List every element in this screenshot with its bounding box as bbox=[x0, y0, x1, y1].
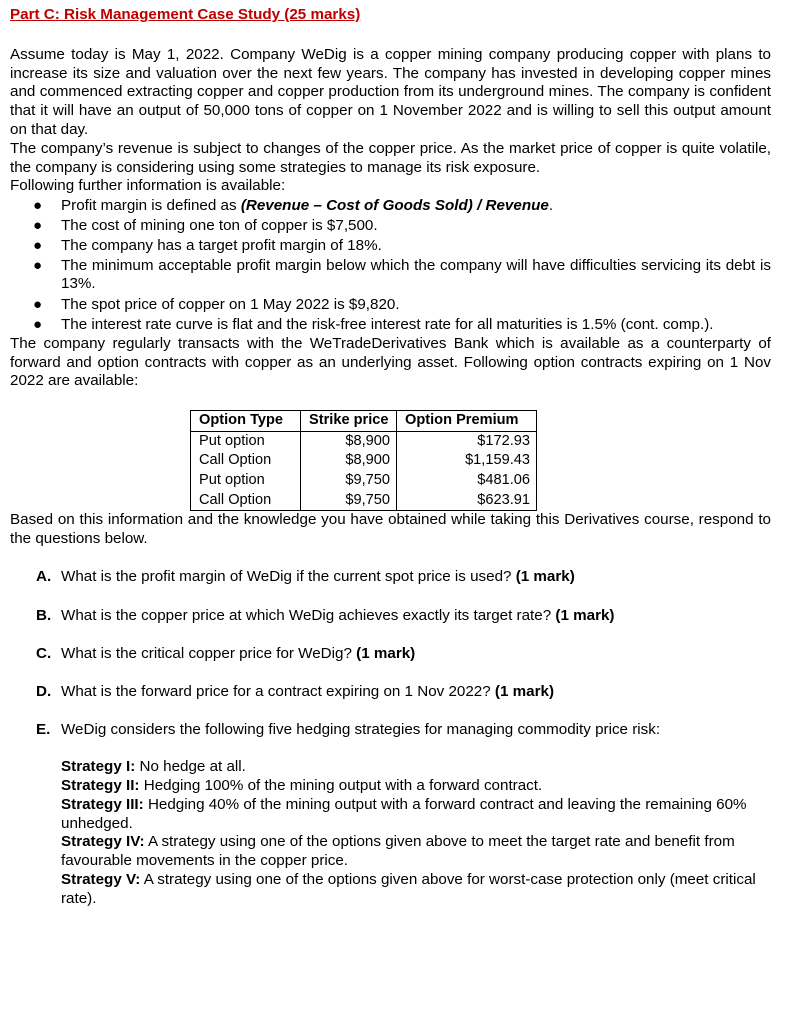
question-marks: (1 mark) bbox=[555, 606, 615, 624]
bullet-text: . bbox=[548, 197, 554, 215]
bullet-dot-icon: ● bbox=[33, 296, 43, 314]
question-text: What is the copper price at which WeDig achieves exactly its target rate? bbox=[61, 606, 556, 624]
strategy-list bbox=[61, 758, 771, 908]
strategy-label: Strategy I: bbox=[61, 758, 136, 776]
question-text: WeDig considers the following five hedging strategies for managing commodity price risk: bbox=[61, 721, 661, 739]
option-contracts-table bbox=[190, 410, 537, 511]
bullet-profit-margin bbox=[10, 197, 771, 216]
cell-strike-price: $9,750 bbox=[301, 491, 397, 511]
header-strike-price: Strike price bbox=[301, 411, 397, 432]
strategy-text: Hedging 100% of the mining output with a forward contract. bbox=[139, 776, 543, 794]
strategy-text: Hedging 40% of the mining output with a forward contract and leaving the remaining 60% unhedged. bbox=[61, 795, 747, 832]
question-e bbox=[10, 721, 771, 740]
bullet-dot-icon: ● bbox=[33, 315, 43, 333]
question-text: What is the profit margin of WeDig if the current spot price is used? bbox=[61, 568, 516, 586]
cell-option-premium: $481.06 bbox=[397, 471, 537, 491]
cell-option-premium: $623.91 bbox=[397, 491, 537, 511]
bullet-spot-price bbox=[10, 296, 771, 315]
question-label: C. bbox=[36, 644, 52, 662]
strategy-label: Strategy IV: bbox=[61, 833, 145, 851]
bullet-text: Profit margin is defined as bbox=[61, 197, 241, 215]
cell-strike-price: $9,750 bbox=[301, 471, 397, 491]
intro-paragraph-1: Assume today is May 1, 2022. Company WeDig is a copper mining company producing copper with plans to increase its size and valuation over the next few years. The company has invested in developing copper mines and commenced extracting copper and copper production from its underground mines. The company is confident that it will have an output of 50,000 tons of copper on 1 November 2022 and is willing to sell this output amount on that day. bbox=[10, 45, 771, 138]
question-marks: (1 mark) bbox=[356, 644, 416, 662]
bullet-text: The interest rate curve is flat and the risk-free interest rate for all maturities is 1.5% (cont. comp.). bbox=[61, 315, 714, 333]
header-option-premium: Option Premium bbox=[397, 411, 537, 432]
strategy-4 bbox=[61, 833, 771, 871]
cell-option-type: Put option bbox=[191, 471, 301, 491]
bullet-minimum-margin bbox=[10, 257, 771, 295]
strategy-2 bbox=[61, 777, 771, 796]
based-paragraph: Based on this information and the knowledge you have obtained while taking this Derivatives course, respond to the questions below. bbox=[10, 511, 771, 547]
question-marks: (1 mark) bbox=[494, 683, 554, 701]
info-bullet-list bbox=[10, 197, 771, 335]
table-row bbox=[191, 471, 537, 491]
bullet-text: The spot price of copper on 1 May 2022 is $9,820. bbox=[61, 296, 400, 314]
header-option-type: Option Type bbox=[191, 411, 301, 432]
bullet-dot-icon: ● bbox=[33, 236, 43, 254]
question-marks: (1 mark) bbox=[515, 568, 575, 586]
table-row bbox=[191, 491, 537, 511]
bullet-dot-icon: ● bbox=[33, 197, 43, 215]
bullet-interest-rate bbox=[10, 316, 771, 335]
cell-option-type: Put option bbox=[191, 431, 301, 451]
strategy-text: A strategy using one of the options given above to meet the target rate and benefit from favourable movements in the copper price. bbox=[61, 833, 735, 870]
bullet-mining-cost bbox=[10, 217, 771, 236]
strategy-label: Strategy V: bbox=[61, 870, 141, 888]
cell-option-type: Call Option bbox=[191, 491, 301, 511]
strategy-label: Strategy II: bbox=[61, 776, 140, 794]
bullet-dot-icon: ● bbox=[33, 216, 43, 234]
cell-strike-price: $8,900 bbox=[301, 431, 397, 451]
bullet-target-margin bbox=[10, 237, 771, 256]
question-d bbox=[10, 683, 771, 702]
bullet-text: The minimum acceptable profit margin below which the company will have difficulties servicing its debt is 13%. bbox=[61, 256, 771, 293]
profit-margin-formula: (Revenue – Cost of Goods Sold) / Revenue bbox=[240, 197, 549, 215]
bullet-text: The company has a target profit margin of 18%. bbox=[61, 236, 382, 254]
strategy-text: No hedge at all. bbox=[135, 758, 246, 776]
question-c bbox=[10, 645, 771, 664]
bank-paragraph: The company regularly transacts with the WeTradeDerivatives Bank which is available as a counterparty of forward and option contracts with copper as an underlying asset. Following option contracts expiring on 1 Nov 2022 are available: bbox=[10, 334, 771, 390]
question-b bbox=[10, 607, 771, 626]
question-a bbox=[10, 568, 771, 587]
strategy-label: Strategy III: bbox=[61, 795, 144, 813]
question-list bbox=[10, 568, 771, 740]
question-label: E. bbox=[36, 721, 51, 739]
cell-option-type: Call Option bbox=[191, 451, 301, 471]
table-header-row bbox=[191, 411, 537, 432]
info-heading: Following further information is available: bbox=[10, 177, 286, 195]
strategy-text: A strategy using one of the options given above for worst-case protection only (meet critical rate). bbox=[61, 870, 756, 907]
strategy-1 bbox=[61, 758, 771, 777]
question-label: B. bbox=[36, 606, 52, 624]
question-label: A. bbox=[36, 568, 52, 586]
strategy-3 bbox=[61, 796, 771, 834]
table-row bbox=[191, 431, 537, 451]
bullet-dot-icon: ● bbox=[33, 256, 43, 274]
bullet-text: The cost of mining one ton of copper is $7,500. bbox=[61, 216, 378, 234]
table-row bbox=[191, 451, 537, 471]
intro-paragraph-2: The company’s revenue is subject to changes of the copper price. As the market price of copper is quite volatile, the company is considering using some strategies to manage its risk exposure. bbox=[10, 139, 771, 176]
cell-strike-price: $8,900 bbox=[301, 451, 397, 471]
cell-option-premium: $172.93 bbox=[397, 431, 537, 451]
question-text: What is the critical copper price for WeDig? bbox=[61, 644, 357, 662]
section-title: Part C: Risk Management Case Study (25 marks) bbox=[10, 6, 361, 23]
question-text: What is the forward price for a contract expiring on 1 Nov 2022? bbox=[61, 683, 495, 701]
cell-option-premium: $1,159.43 bbox=[397, 451, 537, 471]
strategy-5 bbox=[61, 871, 771, 909]
question-label: D. bbox=[36, 683, 52, 701]
